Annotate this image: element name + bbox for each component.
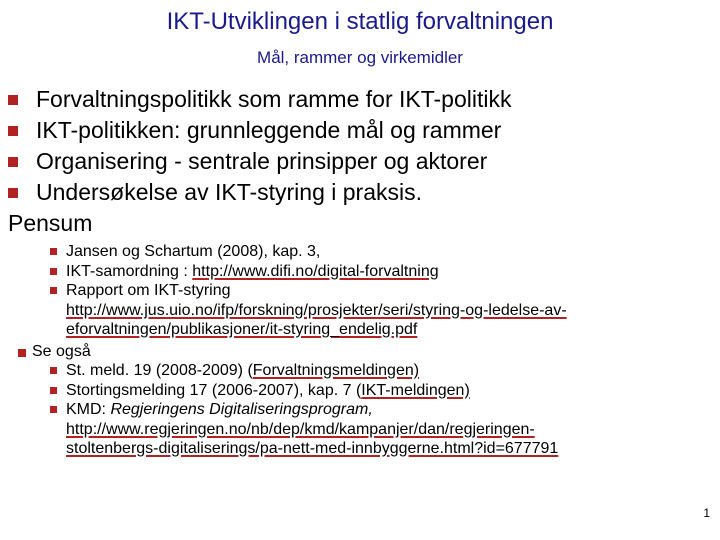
se-ogsa-item <box>8 342 698 362</box>
square-bullet-icon <box>18 349 26 357</box>
se-ogsa-italic-text: Regjeringens Digitaliseringsprogram, <box>110 401 373 418</box>
square-bullet-icon <box>50 248 57 255</box>
pensum-text: Rapport om IKT-styring <box>66 282 231 299</box>
square-bullet-icon <box>50 268 57 275</box>
page-number: 1 <box>703 506 710 520</box>
square-bullet-icon <box>8 188 18 198</box>
regjeringen-link[interactable]: http://www.regjeringen.no/nb/dep/kmd/kampanjer/dan/regjeringen- <box>66 420 535 438</box>
pensum-heading: Pensum <box>8 210 93 236</box>
bullet-text: Undersøkelse av IKT-styring i praksis. <box>36 179 423 205</box>
ikt-meldingen-link[interactable]: IKT-meldingen) <box>361 381 470 399</box>
bullet-item <box>8 115 708 146</box>
square-bullet-icon <box>50 406 57 413</box>
square-bullet-icon <box>50 367 57 374</box>
bullet-item <box>8 84 708 115</box>
forvaltningsmeldingen-link[interactable]: Forvaltningsmeldingen) <box>252 362 420 379</box>
pensum-item <box>8 262 698 282</box>
slide-subtitle: Mål, rammer og virkemidler <box>257 48 463 67</box>
se-ogsa-label: Se også <box>32 342 91 360</box>
pensum-text: Jansen og Schartum (2008), kap. 3, <box>66 243 321 260</box>
se-ogsa-text: Stortingsmelding 17 (2006-2007), kap. 7 ( <box>66 381 362 399</box>
bullet-text: Forvaltningspolitikk som ramme for IKT-politikk <box>36 86 512 112</box>
regjeringen-link-cont[interactable]: stoltenbergs-digitaliserings/pa-nett-med-innbyggerne.html?id=677791 <box>66 440 559 457</box>
slide-title: IKT-Utviklingen i statlig forvaltningen <box>166 8 554 35</box>
bullet-text: Organisering - sentrale prinsipper og aktorer <box>36 148 488 174</box>
se-ogsa-text: St. meld. 19 (2008-2009) ( <box>66 362 253 379</box>
uio-report-link[interactable]: http://www.jus.uio.no/ifp/forskning/prosjekter/seri/styring-og-ledelse-av- <box>66 301 567 319</box>
se-ogsa-subitem <box>8 361 698 381</box>
se-ogsa-link-line <box>8 439 698 459</box>
bullet-item <box>8 177 708 208</box>
se-ogsa-link-line <box>8 420 698 440</box>
se-ogsa-text: KMD: <box>66 401 111 418</box>
square-bullet-icon <box>8 157 18 167</box>
square-bullet-icon <box>50 287 57 294</box>
pensum-item <box>8 242 698 262</box>
square-bullet-icon <box>50 387 57 394</box>
bullet-text: IKT-politikken: grunnleggende mål og rammer <box>36 117 502 143</box>
square-bullet-icon <box>8 95 18 105</box>
pensum-item <box>8 281 698 301</box>
pensum-text: IKT-samordning : <box>66 262 193 280</box>
main-bullet-list <box>8 84 708 239</box>
se-ogsa-subitem <box>8 381 698 401</box>
pensum-link-line <box>8 320 698 340</box>
bullet-item <box>8 146 708 177</box>
pensum-link-line <box>8 301 698 321</box>
square-bullet-icon <box>8 126 18 136</box>
reading-list <box>8 242 698 459</box>
uio-report-link-cont[interactable]: eforvaltningen/publikasjoner/it-styring_endelig.pdf <box>66 321 418 338</box>
se-ogsa-subitem <box>8 400 698 420</box>
difi-link[interactable]: http://www.difi.no/digital-forvaltning <box>192 262 439 280</box>
